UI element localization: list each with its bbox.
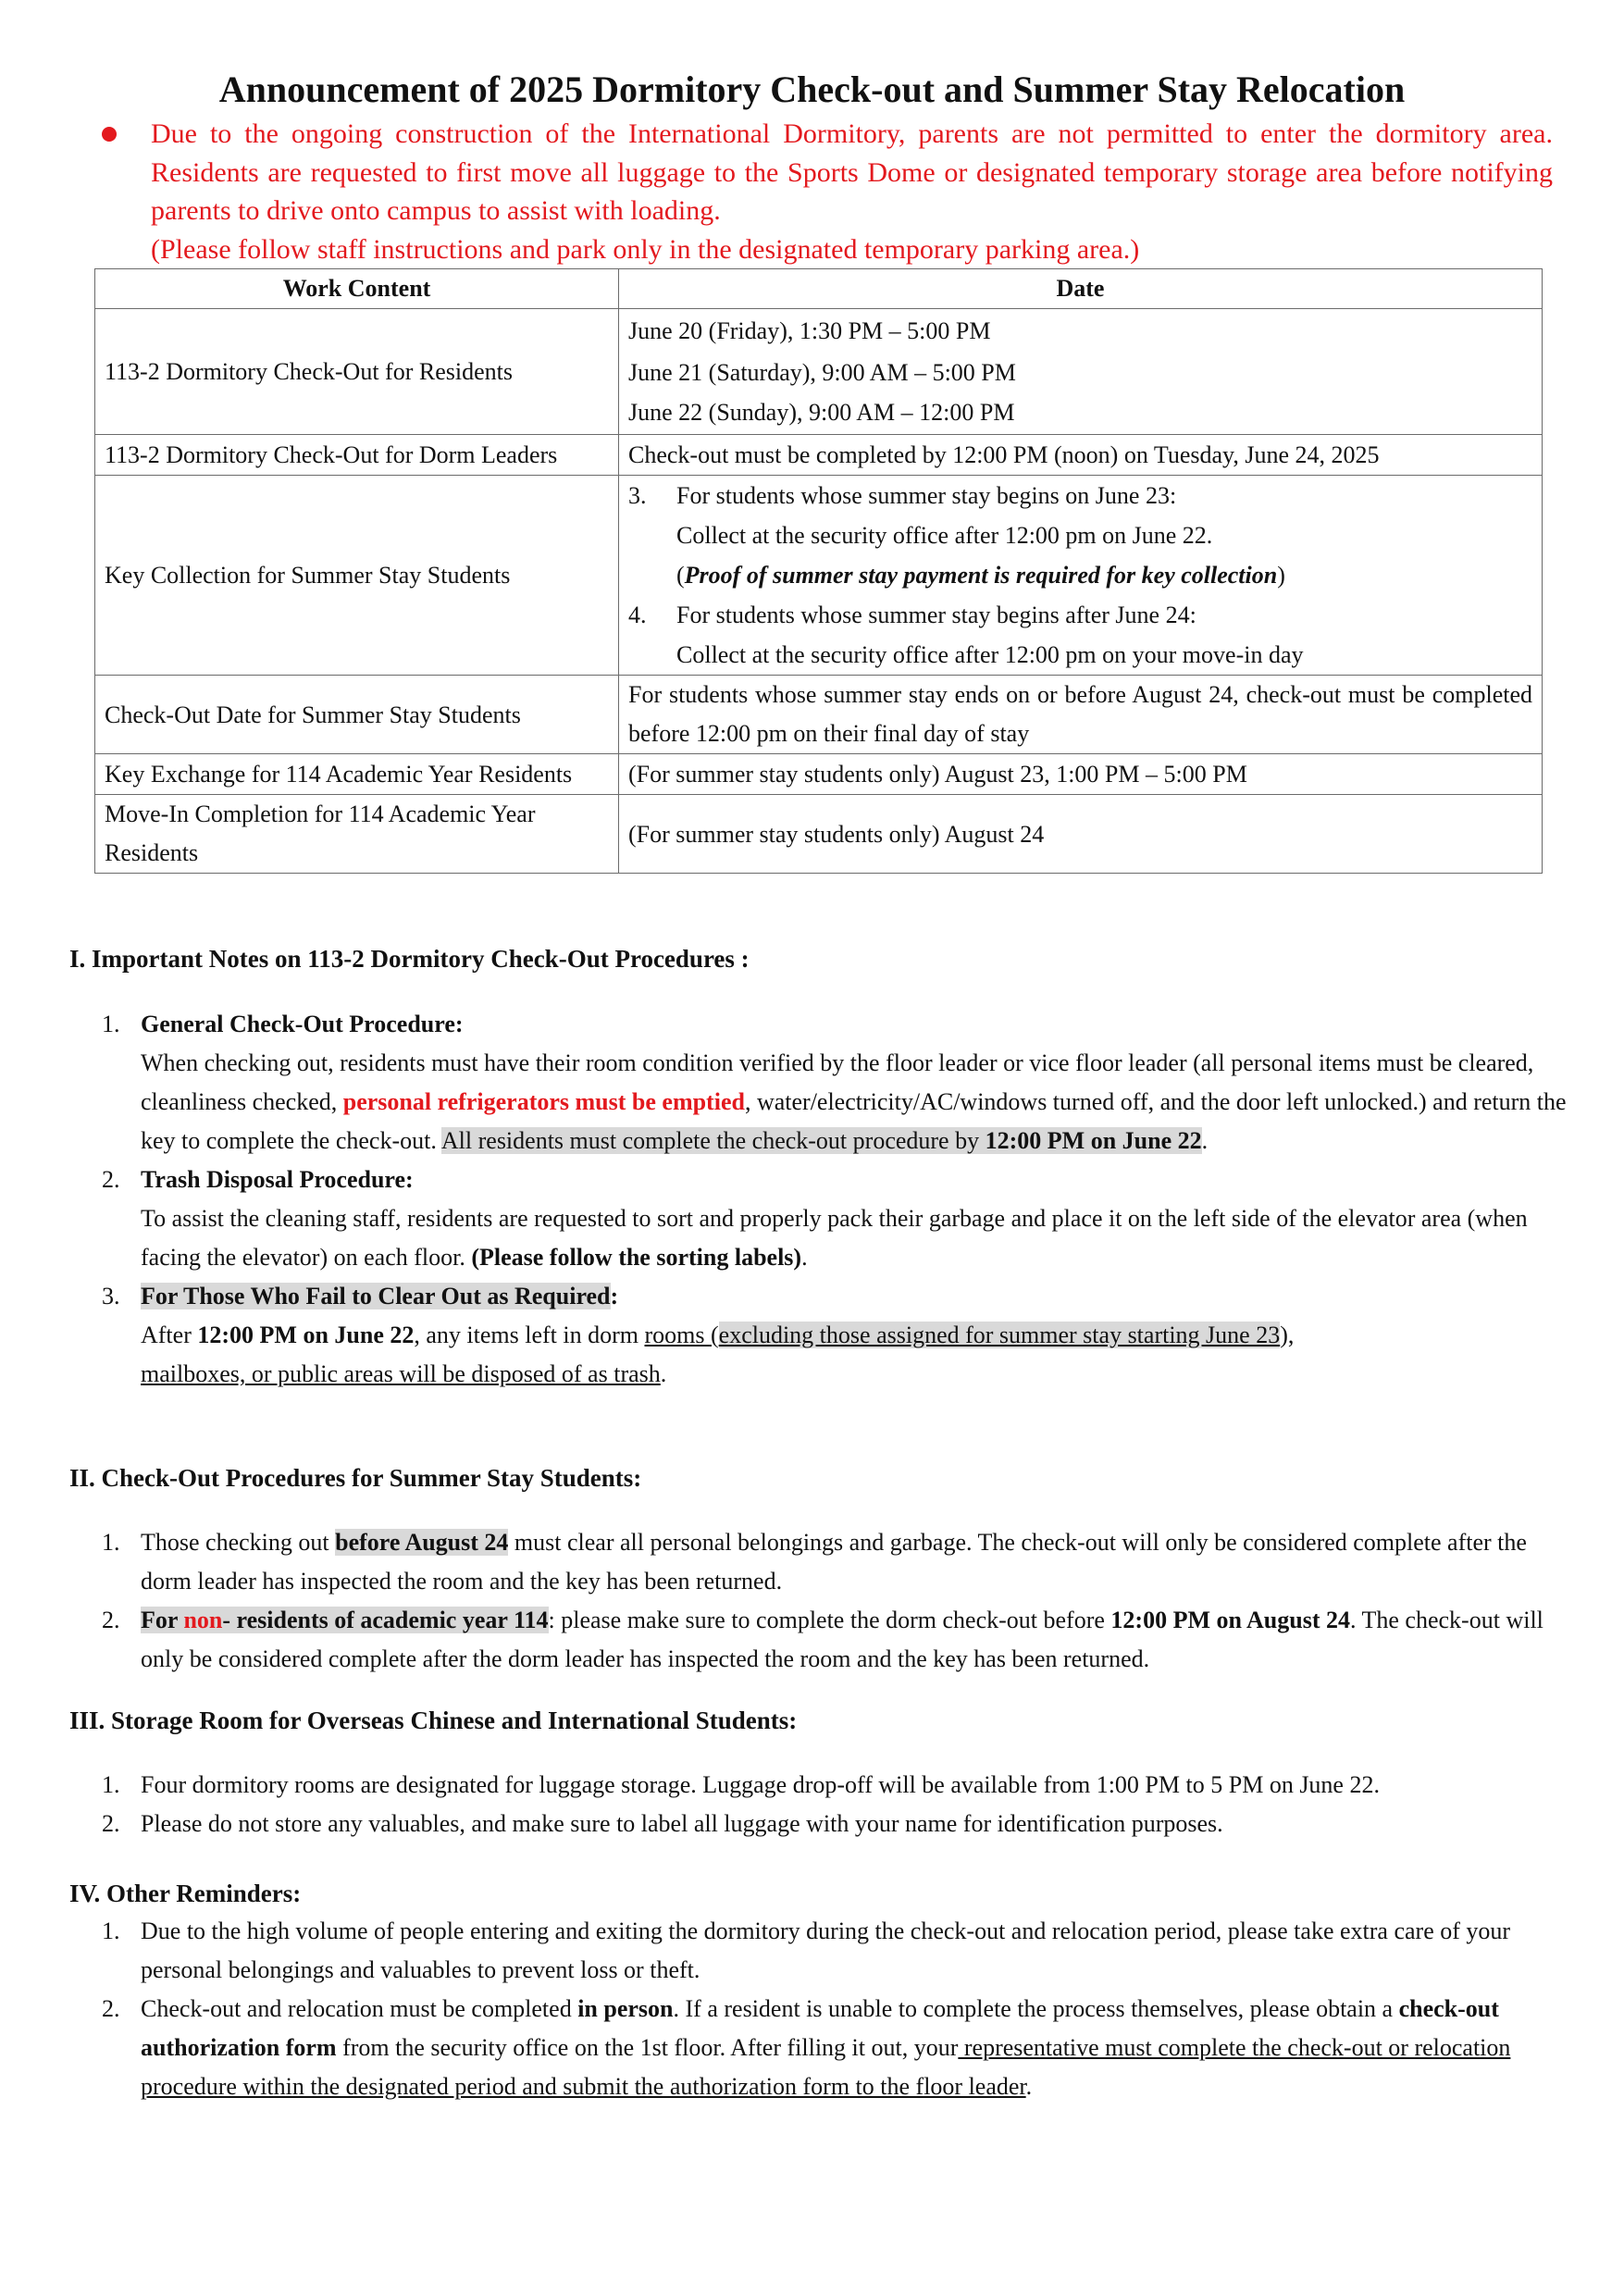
deadline-text: 12:00 PM on June 22 [197, 1322, 415, 1348]
item-number: 2. [102, 1995, 120, 2022]
notice-parking-note: (Please follow staff instructions and park only in the designated temporary parking area.) [151, 233, 1140, 265]
item-title: Trash Disposal Procedure: [141, 1166, 414, 1193]
section3-list [102, 1766, 1568, 1843]
date-line: June 21 (Saturday), 9:00 AM – 5:00 PM [628, 359, 1016, 386]
paren-open: ( [676, 562, 685, 589]
table-row [95, 754, 1543, 795]
item-number: 1. [102, 1917, 120, 1944]
item-body: Due to the high volume of people entering and exiting the dormitory during the check-out and relocation period, please take extra care of your personal belongings and valuables to prevent loss or theft. [141, 1917, 1511, 1983]
deadline-text: 12:00 PM on August 24 [1110, 1607, 1350, 1633]
item-number: 3. [102, 1283, 120, 1309]
item-body [141, 1199, 1568, 1277]
text-run: . [1025, 2073, 1033, 2100]
row-label: Key Collection for Summer Stay Students [95, 476, 619, 676]
section-heading: II. Check-Out Procedures for Summer Stay Students: [69, 1464, 642, 1492]
list-item [102, 1990, 1568, 2106]
item-body: Four dormitory rooms are designated for luggage storage. Luggage drop-off will be available from 1:00 PM to 5 PM on June 22. [141, 1771, 1380, 1798]
item-number: 1. [102, 1529, 120, 1556]
text-run: , any items left in dorm [414, 1322, 645, 1348]
shaded-text [441, 1127, 1202, 1154]
item-body [141, 1044, 1568, 1160]
text-run: . [660, 1360, 667, 1387]
announcement-title: Announcement of 2025 Dormitory Check-out and Summer Stay Relocation [218, 68, 1406, 110]
row-label: 113-2 Dormitory Check-Out for Residents [95, 309, 619, 435]
underlined-text: representative must complete the check-out or relocation procedure within the designated period and submit the authorization form to the floor leader [141, 2034, 1511, 2100]
header-work-content: Work Content [95, 269, 619, 309]
emphasis-text: in person [577, 1995, 674, 2022]
table-header-row [95, 269, 1543, 309]
text-run: ), [1280, 1322, 1295, 1348]
list-item [628, 476, 1532, 515]
date-line: June 20 (Friday), 1:30 PM – 5:00 PM [628, 317, 991, 344]
text-run: For [141, 1607, 184, 1633]
table-row [95, 435, 1543, 476]
row-dates [619, 309, 1543, 435]
item-number: 2. [102, 1166, 120, 1193]
row-value: For students whose summer stay ends on or before August 24, check-out must be completed before 12:00 pm on their final day of stay [619, 676, 1543, 754]
text-run: : [610, 1283, 619, 1309]
text-run: from the security office on the 1st floor. After filling it out, your [336, 2034, 959, 2061]
row-value: Check-out must be completed by 12:00 PM (noon) on Tuesday, June 24, 2025 [619, 435, 1543, 476]
item-number: 1. [102, 1771, 120, 1798]
text-run: , water/electricity/AC/windows turned off, and the door left unlocked.) and return the key to complete the check-out. [141, 1088, 1567, 1154]
emphasis-text: check-out authorization form [141, 1995, 1499, 2061]
text-run: To assist the cleaning staff, residents are requested to sort and properly pack their garbage and place it on the left side of the elevator area (when facing the elevator) on each floor. [141, 1205, 1528, 1271]
item-number: 2. [102, 1607, 120, 1633]
list-item [102, 1805, 1568, 1843]
underlined-text: ( [704, 1322, 719, 1348]
text-run: When checking out, residents must have their room condition verified by the floor leader or vice floor leader (all personal items must be cleared, cleanliness checked, [141, 1049, 1534, 1115]
item-body [141, 1316, 1568, 1394]
list-item [102, 1601, 1568, 1679]
section-heading: I. Important Notes on 113-2 Dormitory Check-Out Procedures : [69, 945, 750, 973]
item-title: General Check-Out Procedure: [141, 1011, 464, 1037]
row-label: Move-In Completion for 114 Academic Year Residents [95, 795, 619, 874]
text-run: After [141, 1322, 198, 1348]
list-item [102, 1912, 1568, 1990]
table-row [95, 309, 1543, 435]
item-body [141, 1990, 1568, 2106]
list-item [102, 1277, 1568, 1394]
row-value: (For summer stay students only) August 23, 1:00 PM – 5:00 PM [619, 754, 1543, 795]
item-text: Collect at the security office after 12:00 pm on your move-in day [676, 641, 1304, 668]
underlined-text: mailboxes, or public areas will be disposed of as trash [141, 1360, 661, 1387]
shaded-text: before August 24 [335, 1529, 509, 1556]
table-row [95, 476, 1543, 676]
item-body [141, 1523, 1568, 1601]
underlined-text: rooms [644, 1322, 705, 1348]
list-item [102, 1766, 1568, 1805]
bullet-dot-icon [102, 127, 117, 142]
item-body: Please do not store any valuables, and make sure to label all luggage with your name for identification purposes. [141, 1810, 1223, 1837]
item-text: Collect at the security office after 12:00 pm on June 22. [676, 522, 1213, 549]
row-label: Check-Out Date for Summer Stay Students [95, 676, 619, 754]
row-label: 113-2 Dormitory Check-Out for Dorm Leaders [95, 435, 619, 476]
item-body [141, 1601, 1568, 1679]
row-value: (For summer stay students only) August 24 [619, 795, 1543, 874]
item-number: 2. [102, 1810, 120, 1837]
item-number: 3. [628, 482, 647, 509]
construction-notice [109, 115, 1553, 268]
item-number: 1. [102, 1011, 120, 1037]
section2-list [102, 1523, 1568, 1679]
section-heading: IV. Other Reminders: [69, 1880, 302, 1907]
text-run: . The check-out will only be considered complete after the dorm leader has inspected the room and the key has been returned. [141, 1607, 1543, 1672]
list-item [102, 1005, 1568, 1160]
row-label: Key Exchange for 114 Academic Year Residents [95, 754, 619, 795]
section-heading: III. Storage Room for Overseas Chinese and International Students: [69, 1706, 798, 1734]
item-text: For students whose summer stay begins on June 23: [676, 482, 1177, 509]
text-run: . [1201, 1127, 1209, 1154]
item-text: For students whose summer stay begins after June 24: [676, 602, 1196, 628]
text-run: All residents must complete the check-out procedure by [440, 1127, 986, 1154]
text-run: must clear all personal belongings and garbage. The check-out will only be considered complete after the dorm leader has inspected the room and the key has been returned. [141, 1529, 1527, 1595]
text-run: . If a resident is unable to complete the process themselves, please obtain a [673, 1995, 1399, 2022]
item-text [628, 555, 1532, 595]
table-row [95, 795, 1543, 874]
highlight-red-text: personal refrigerators must be emptied [342, 1088, 745, 1115]
text-run: - residents of academic year 114 [222, 1607, 549, 1633]
notice-text: Due to the ongoing construction of the International Dormitory, parents are not permitted to enter the dormitory area. Residents are requested to first move all luggage to the Sports Dome or designated temporary storage area before notifying parents to drive onto campus to assist with loading. [151, 118, 1553, 226]
item-number: 4. [628, 602, 647, 628]
header-date: Date [619, 269, 1543, 309]
item-title: For Those Who Fail to Clear Out as Required [141, 1283, 611, 1309]
text-run: . [801, 1244, 808, 1271]
section4-list [102, 1912, 1568, 2106]
schedule-table [94, 268, 1543, 874]
table-row [95, 676, 1543, 754]
list-item [102, 1523, 1568, 1601]
list-item [102, 1160, 1568, 1277]
text-run: Those checking out [141, 1529, 336, 1556]
shaded-underlined-text: excluding those assigned for summer stay starting June 23 [718, 1322, 1281, 1348]
highlight-red-text: non [183, 1607, 223, 1633]
text-run: Check-out and relocation must be completed [141, 1995, 578, 2022]
row-value [619, 476, 1543, 676]
paren-close: ) [1277, 562, 1285, 589]
deadline-text: 12:00 PM on June 22 [985, 1127, 1202, 1154]
emphasis-text: (Please follow the sorting labels) [471, 1244, 802, 1271]
emphasis-text: Proof of summer stay payment is required for key collection [684, 562, 1278, 589]
shaded-text [141, 1607, 549, 1633]
date-line: June 22 (Sunday), 9:00 AM – 12:00 PM [628, 399, 1015, 426]
text-run: : please make sure to complete the dorm check-out before [548, 1607, 1111, 1633]
list-item [628, 595, 1532, 635]
section1-list [102, 1005, 1568, 1394]
